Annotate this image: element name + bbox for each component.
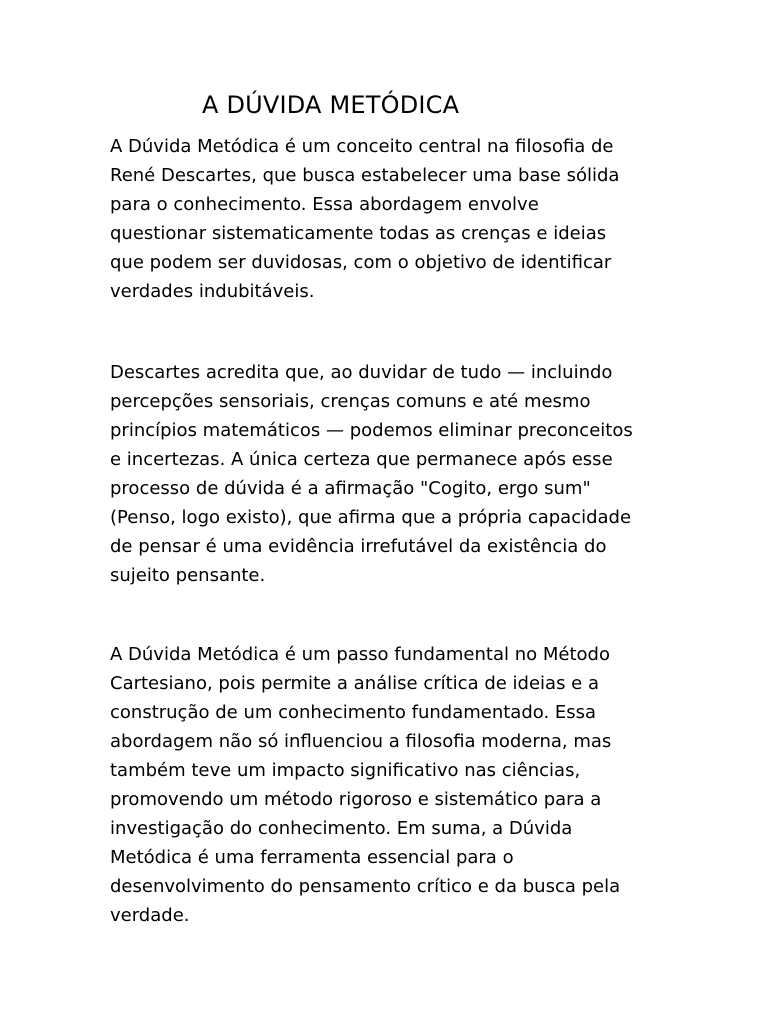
paragraph-3 [110,640,670,930]
document-page [110,86,670,930]
paragraph-line: processo de dúvida é a afirmação "Cogito, ergo sum" [110,478,591,499]
paragraph-line: A Dúvida Metódica é um conceito central na filosofia de [110,136,614,157]
paragraph-line: abordagem não só influenciou a filosofia moderna, mas [110,731,612,752]
paragraph-line: para o conhecimento. Essa abordagem envolve [110,194,539,215]
paragraph-line: promovendo um método rigoroso e sistemático para a [110,789,602,810]
paragraph-1 [110,132,670,306]
paragraph-line: construção de um conhecimento fundamentado. Essa [110,702,597,723]
paragraph-line: Cartesiano, pois permite a análise crítica de ideias e a [110,673,599,694]
paragraph-line: Metódica é uma ferramenta essencial para o [110,847,514,868]
paragraph-line: desenvolvimento do pensamento crítico e da busca pela [110,876,621,897]
paragraph-line: que podem ser duvidosas, com o objetivo de identificar [110,252,612,273]
paragraph-line: princípios matemáticos — podemos eliminar preconceitos [110,420,633,441]
paragraph-line: percepções sensoriais, crenças comuns e até mesmo [110,391,591,412]
paragraph-line: Descartes acredita que, ao duvidar de tudo — incluindo [110,362,613,383]
document-title: A DÚVIDA METÓDICA [202,91,460,119]
paragraph-line: e incertezas. A única certeza que permanece após esse [110,449,613,470]
paragraph-line: sujeito pensante. [110,565,266,586]
paragraph-line: René Descartes, que busca estabelecer uma base sólida [110,165,620,186]
paragraph-line: verdades indubitáveis. [110,281,315,302]
paragraph-2 [110,358,670,590]
paragraph-line: de pensar é uma evidência irrefutável da existência do [110,536,607,557]
paragraph-line: também teve um impacto significativo nas ciências, [110,760,581,781]
paragraph-line: investigação do conhecimento. Em suma, a Dúvida [110,818,573,839]
paragraph-line: questionar sistematicamente todas as crenças e ideias [110,223,607,244]
paragraph-line: verdade. [110,905,190,926]
paragraph-line: (Penso, logo existo), que afirma que a própria capacidade [110,507,632,528]
paragraph-line: A Dúvida Metódica é um passo fundamental no Método [110,644,610,665]
